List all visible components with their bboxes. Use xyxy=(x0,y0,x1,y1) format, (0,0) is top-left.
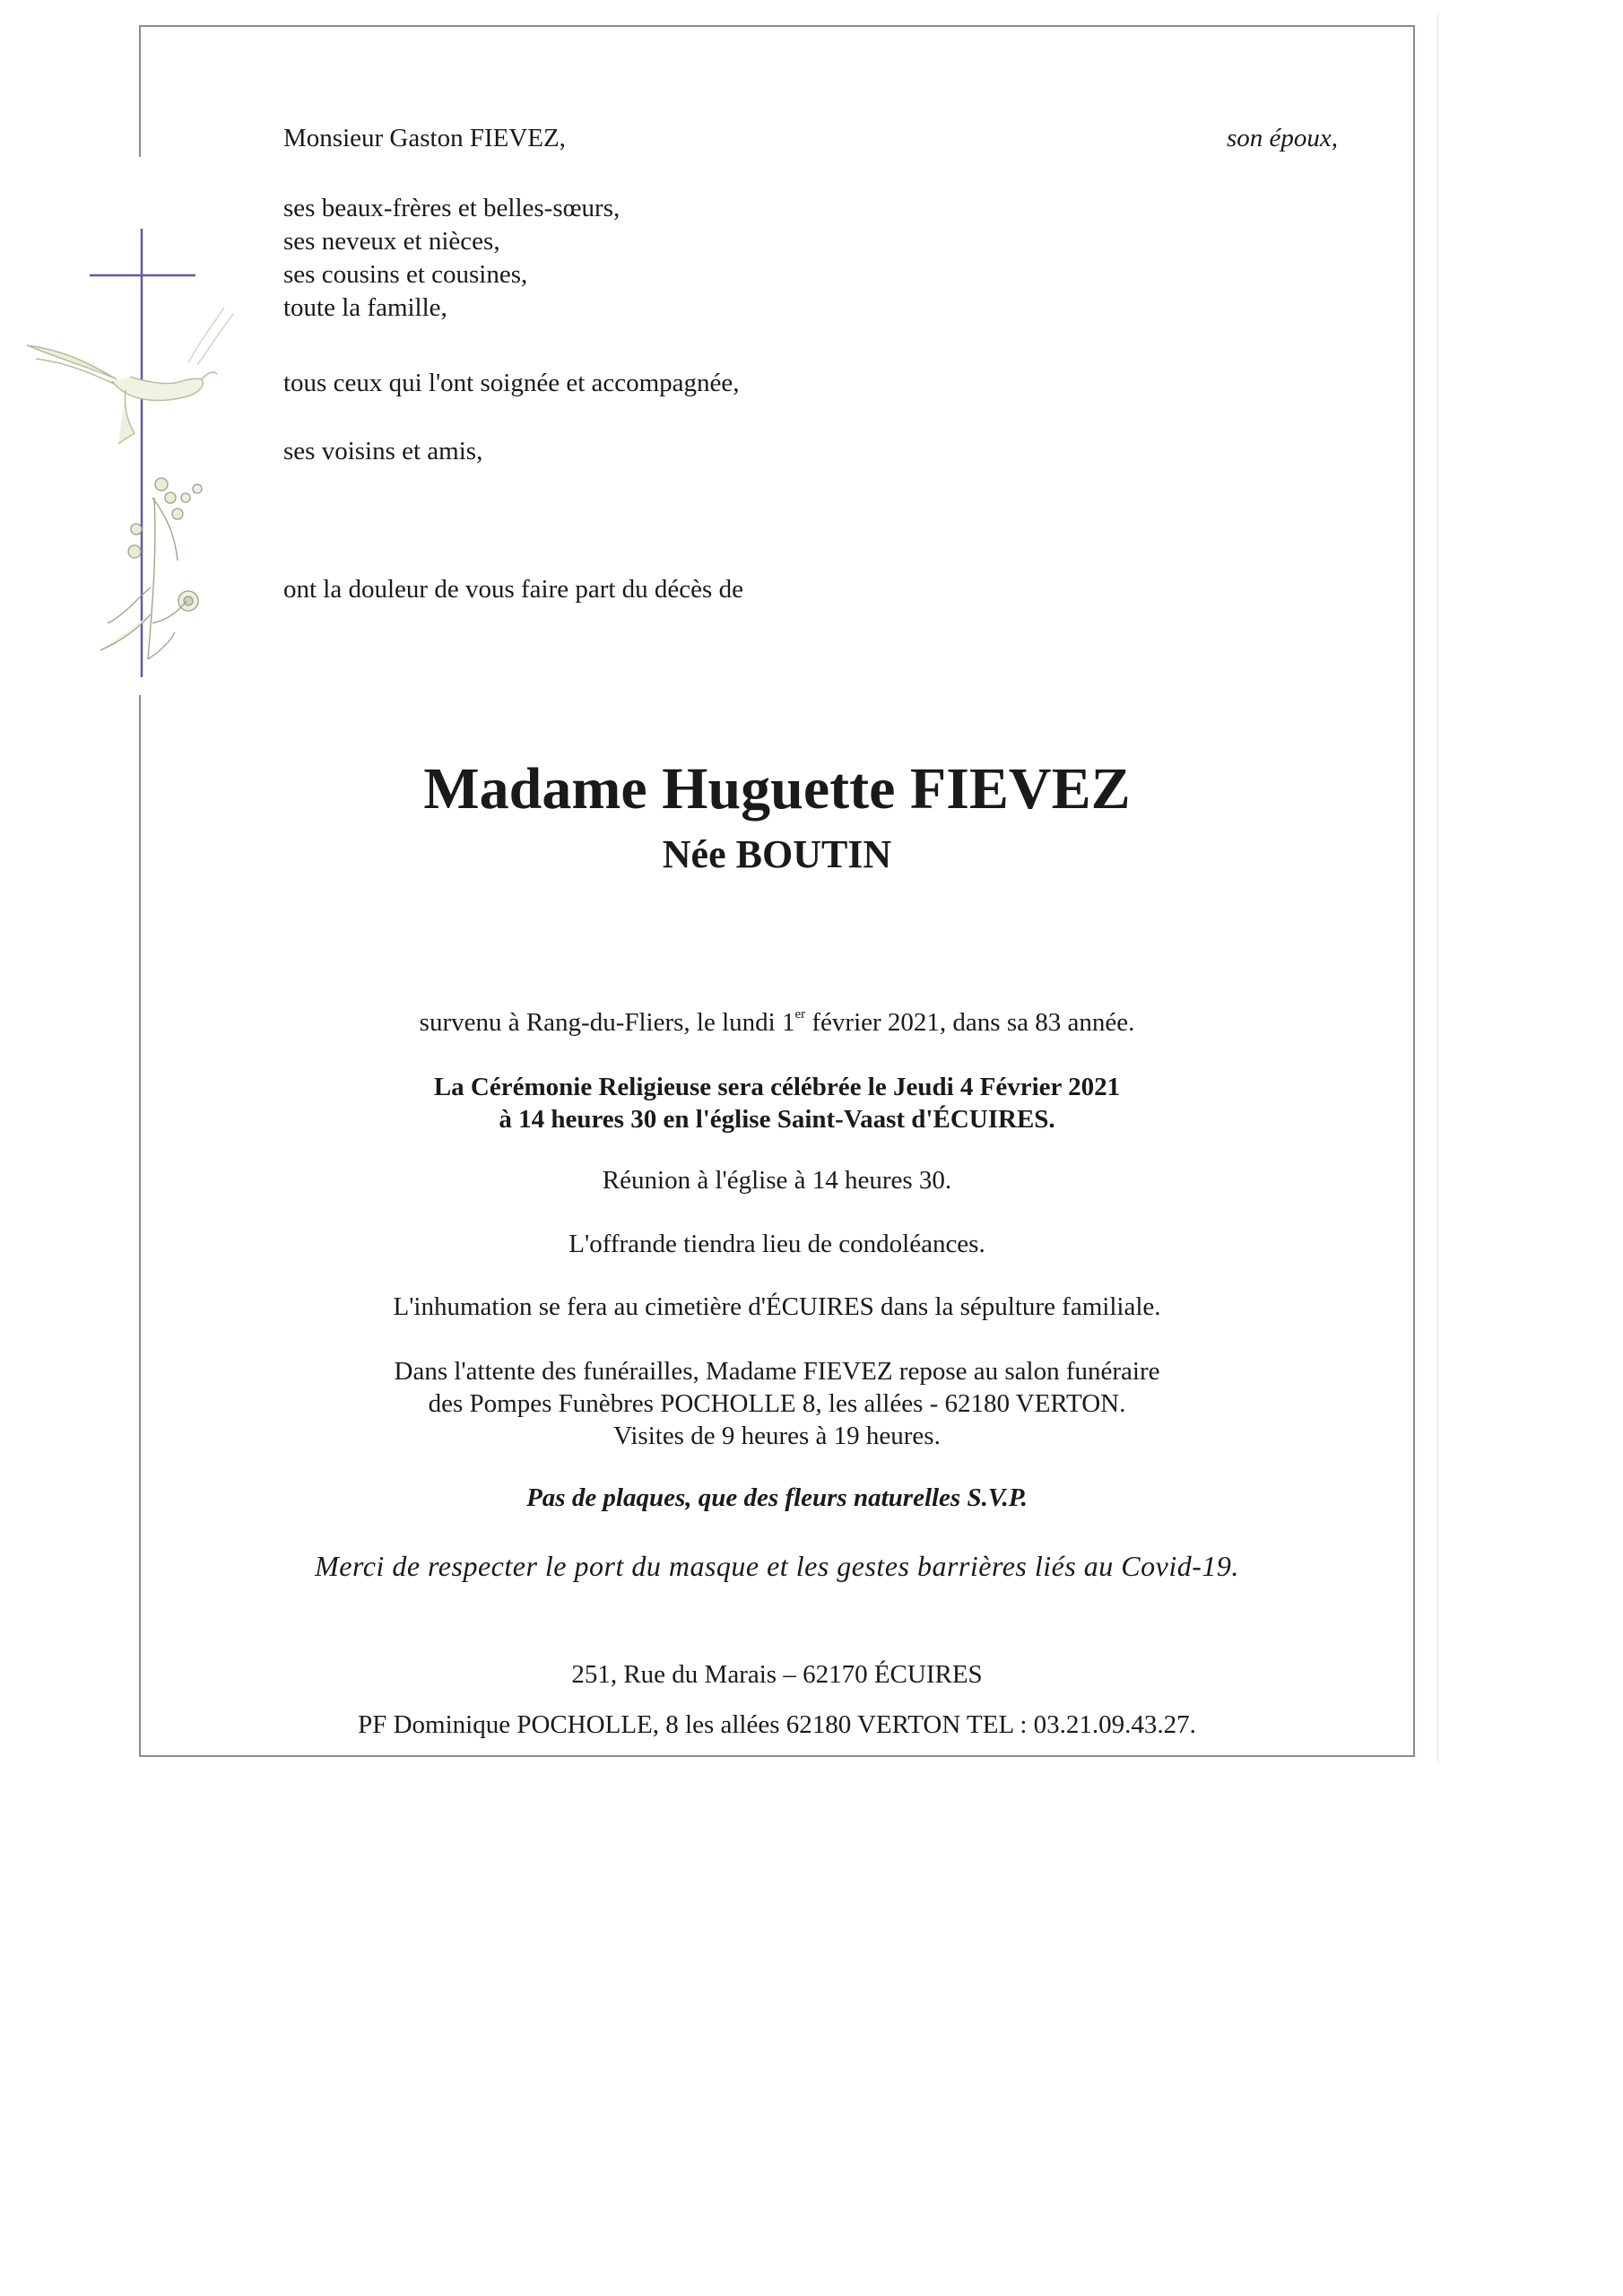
family-line: ses beaux-frères et belles-sœurs, xyxy=(283,194,621,222)
death-details-text: février 2021, dans sa 83 année. xyxy=(805,1008,1135,1037)
ceremony-line: La Cérémonie Religieuse sera célébrée le Jeudi 4 Février 2021 xyxy=(433,1073,1121,1101)
rest-line: des Pompes Funèbres POCHOLLE 8, les allées - 62180 VERTON. xyxy=(428,1389,1126,1418)
ordinal-suffix: er xyxy=(794,1007,806,1022)
family-line: ses cousins et cousines, xyxy=(283,260,528,289)
address-line: 251, Rue du Marais – 62170 ÉCUIRES xyxy=(571,1660,983,1689)
offering-line: L'offrande tiendra lieu de condoléances. xyxy=(568,1230,985,1258)
meeting-line: Réunion à l'église à 14 heures 30. xyxy=(602,1166,952,1195)
family-line: toute la famille, xyxy=(283,293,447,322)
funeral-home-line: PF Dominique POCHOLLE, 8 les allées 62180 VERTON TEL : 03.21.09.43.27. xyxy=(358,1710,1196,1739)
page-edge-rule xyxy=(1437,13,1438,1762)
husband-name: Monsieur Gaston FIEVEZ, xyxy=(283,124,566,152)
rest-line: Dans l'attente des funérailles, Madame FIEVEZ repose au salon funéraire xyxy=(394,1357,1160,1386)
carers-line: tous ceux qui l'ont soignée et accompagnée, xyxy=(283,369,740,397)
dove-icon xyxy=(27,308,233,444)
flowers-line: Pas de plaques, que des fleurs naturelles S.V.P. xyxy=(526,1483,1028,1512)
burial-line: L'inhumation se fera au cimetière d'ÉCUIRES dans la sépulture familiale. xyxy=(393,1292,1161,1321)
family-line: ses neveux et nièces, xyxy=(283,227,500,256)
deceased-maiden-name: Née BOUTIN xyxy=(662,832,892,876)
rest-line: Visites de 9 heures à 19 heures. xyxy=(613,1422,941,1450)
neighbours-line: ses voisins et amis, xyxy=(283,437,483,465)
deceased-name: Madame Huguette FIEVEZ xyxy=(423,756,1131,822)
death-details xyxy=(139,1005,1415,1039)
ceremony-line: à 14 heures 30 en l'église Saint-Vaast d'ÉCUIRES. xyxy=(499,1105,1055,1134)
husband-relation: son époux, xyxy=(1227,124,1339,152)
cross-dove-lily-illustration xyxy=(18,229,251,677)
covid-line: Merci de respecter le port du masque et les gestes barrières liés au Covid-19. xyxy=(315,1550,1239,1582)
death-details-text: survenu à Rang-du-Fliers, le lundi 1 xyxy=(419,1008,795,1037)
cross-icon xyxy=(90,229,195,677)
announcement-line: ont la douleur de vous faire part du décès de xyxy=(283,575,743,604)
lily-of-the-valley-icon xyxy=(100,478,202,659)
